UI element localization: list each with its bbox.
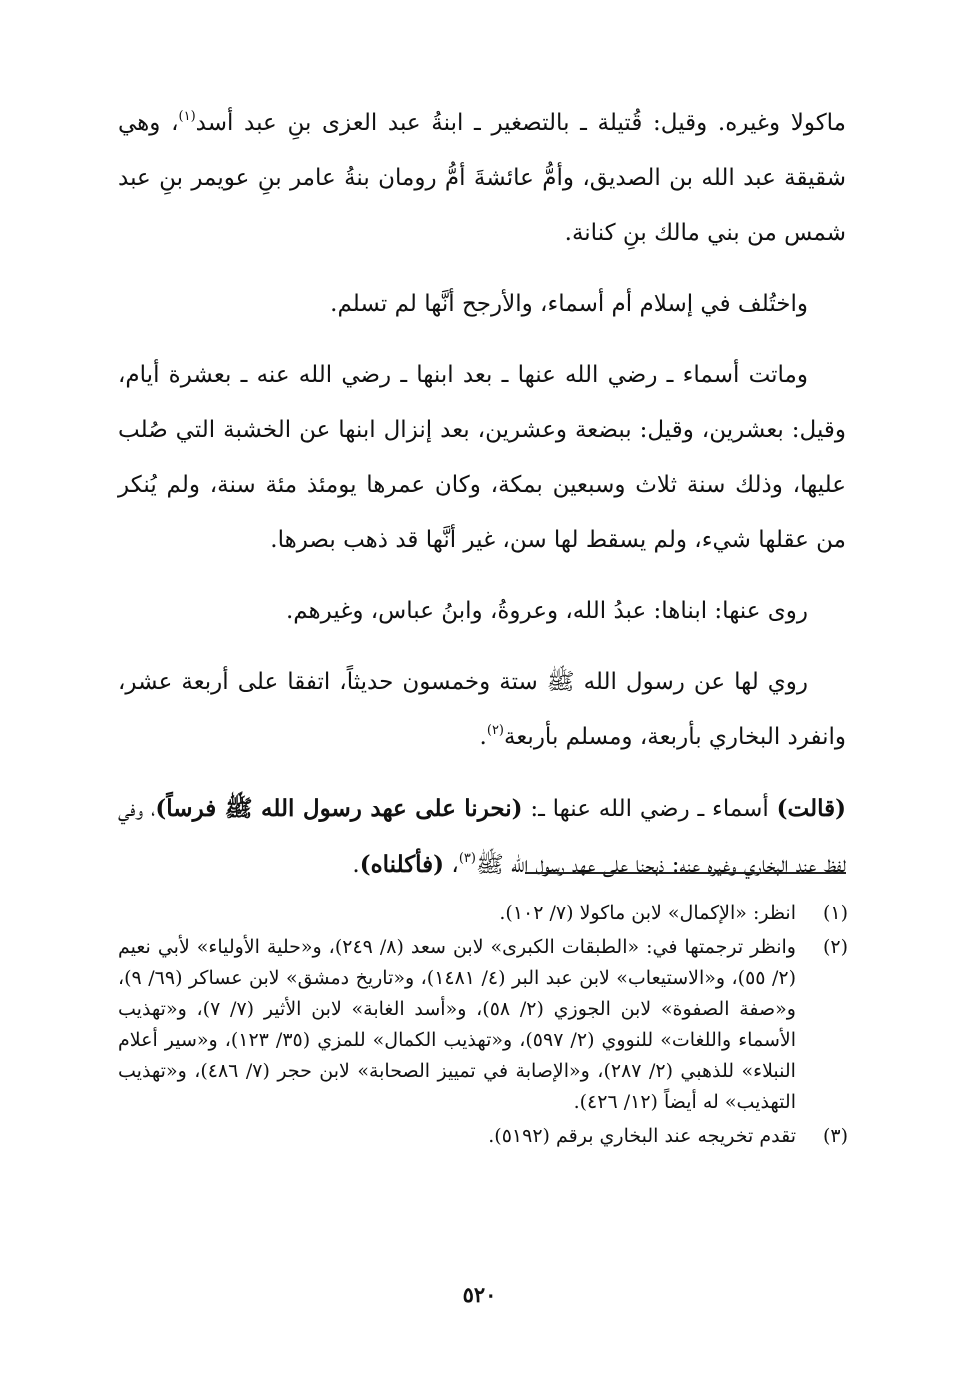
paragraph-hadith (118, 781, 846, 893)
footnote-ref-2[interactable]: (٢) (486, 723, 504, 738)
footnote-number: (٢) (822, 936, 848, 958)
hadith-end: . (352, 852, 360, 878)
paragraph-mother-islam: واختُلف في إسلام أم أسماء، والأرجح أنَّها لم تسلم. (330, 291, 808, 317)
footnote-divider (525, 872, 846, 874)
hadith-quote: (نحرنا على عهد رسول الله ﷺ فرساً) (155, 795, 523, 822)
footnote-number: (١) (822, 902, 848, 924)
hadith-variant: ، وفي لفظ عند البخاري وغيره عنه: ذبحنا على عهد رسول الله ﷺ (118, 796, 846, 878)
paragraph-hadith-count-text: روي لها عن رسول الله ﷺ ستة وخمسون حديثاً، اتفقا على أربعة عشر، وانفرد البخاري بأربعة، ومسلم بأربعة (118, 669, 846, 750)
paragraph-lineage-text: ماكولا وغيره. وقيل: قُتيلة ـ بالتصغير ـ ابنةُ عبد العزى بنِ عبد أسد (195, 110, 846, 136)
page-number: ٥٢٠ (462, 1282, 497, 1307)
paragraph-lineage (118, 96, 846, 261)
paragraph-death: وماتت أسماء ـ رضي الله عنها ـ بعد ابنها ـ رضي الله عنه ـ بعشرة أيام، وقيل: بعشرين، وقيل: ببضعة وعشرين، بعد إنزال ابنها عن الخشبة التي صُلب عليها، وذلك سنة ثلاث وسبعين بمكة، وكان عمرها يومئذ مئة سنة، ولم يُنكر من عقلها شيء، ولم يسقط لها سن، غير أنَّها قد ذهب بصرها. (118, 362, 846, 553)
footnote-2 (118, 932, 848, 1118)
footnote-text: وانظر ترجمتها في: «الطبقات الكبرى» لابن سعد (٨/ ٢٤٩)، و«حلية الأولياء» لأبي نعيم (٢/ ٥٥)، و«الاستيعاب» لابن عبد البر (٤/ ١٤٨١)، و«تاريخ دمشق» لابن عساكر (٦٩/ ٩)، و«صفة الصفوة» لابن الجوزي (٢/ ٥٨)، و«أسد الغابة» لابن الأثير (٧/ ٧)، و«تهذيب الأسماء واللغات» للنووي (٢/ ٥٩٧)، و«تهذيب الكمال» للمزي (٣٥/ ١٢٣)، و«سير أعلام النبلاء» للذهبي (٢/ ٢٨٧)، و«الإصابة في تمييز الصحابة» لابن حجر (٧/ ٤٨٦)، و«تهذيب التهذيب» له أيضاً (١٢/ ٤٢٦). (118, 936, 796, 1113)
paragraph-hadith-count-tail: . (479, 724, 487, 750)
main-text (118, 96, 846, 893)
footnote-1 (118, 898, 848, 929)
footnote-ref-1[interactable]: (١) (178, 109, 196, 124)
paragraph-lineage-tail: ، وهي شقيقة عبد الله بن الصديق، وأمُّ عائشةَ أمُّ رومان بنةُ عامر بنِ عويمر بنِ عبد شمس من بني مالك بنِ كنانة. (118, 110, 846, 246)
footnote-text: تقدم تخريجه عند البخاري برقم (٥١٩٢). (488, 1125, 796, 1147)
footnote-text: انظر: «الإكمال» لابن ماكولا (٧/ ١٠٢). (499, 902, 796, 924)
paragraph-narrators: روى عنها: ابناها: عبدُ الله، وعروةُ، وابنُ عباس، وغيرهم. (285, 598, 808, 624)
hadith-said: (قالت) (776, 795, 846, 822)
hadith-speaker: أسماء ـ رضي الله عنها ـ: (522, 796, 777, 822)
paragraph-hadith-count (118, 655, 846, 765)
footnotes-section (118, 898, 848, 1155)
footnote-number: (٣) (822, 1125, 848, 1147)
footnote-3 (118, 1121, 848, 1152)
footnote-ref-3[interactable]: (٣) (458, 851, 476, 866)
hadith-ate: (فأكلناه) (359, 851, 445, 878)
hadith-separator: ، (444, 852, 459, 878)
